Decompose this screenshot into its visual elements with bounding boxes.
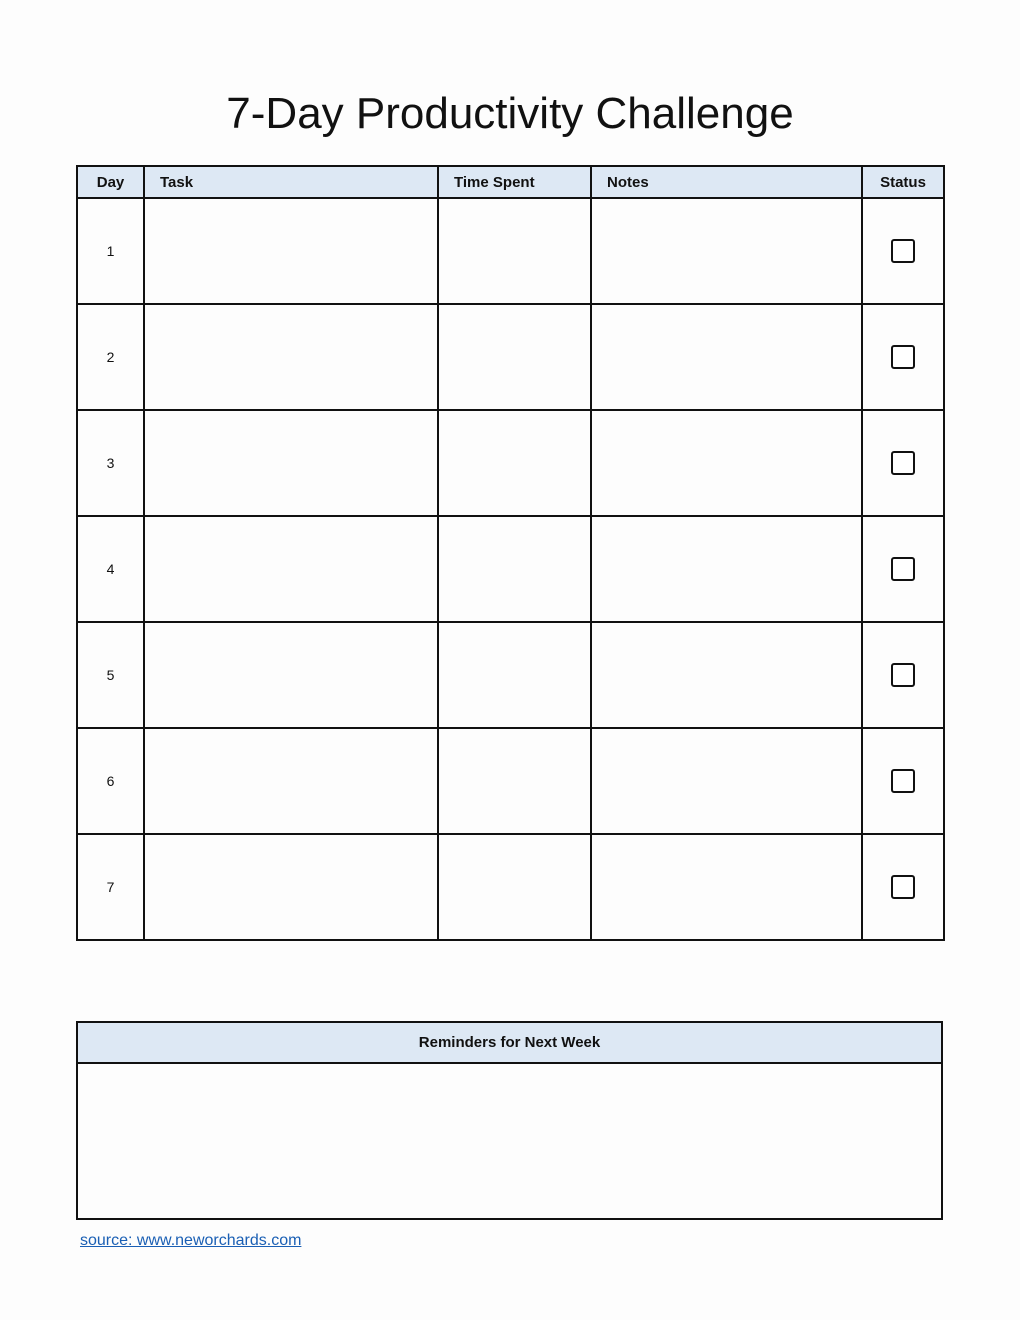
day-number: 6 (77, 728, 144, 834)
reminders-box (76, 1021, 943, 1220)
day-number: 7 (77, 834, 144, 940)
column-header-time-spent: Time Spent (438, 166, 591, 198)
status-checkbox[interactable] (891, 451, 915, 475)
status-cell (862, 728, 944, 834)
notes-cell[interactable] (591, 304, 862, 410)
notes-cell[interactable] (591, 410, 862, 516)
day-number: 5 (77, 622, 144, 728)
column-header-day: Day (77, 166, 144, 198)
status-checkbox[interactable] (891, 557, 915, 581)
task-cell[interactable] (144, 728, 438, 834)
day-number: 3 (77, 410, 144, 516)
table-row (77, 516, 944, 622)
notes-cell[interactable] (591, 516, 862, 622)
notes-cell[interactable] (591, 622, 862, 728)
status-cell (862, 198, 944, 304)
column-header-status: Status (862, 166, 944, 198)
status-cell (862, 304, 944, 410)
task-cell[interactable] (144, 834, 438, 940)
task-cell[interactable] (144, 410, 438, 516)
notes-cell[interactable] (591, 728, 862, 834)
table-row (77, 304, 944, 410)
notes-cell[interactable] (591, 834, 862, 940)
status-checkbox[interactable] (891, 345, 915, 369)
table-row (77, 728, 944, 834)
status-cell (862, 410, 944, 516)
day-number: 2 (77, 304, 144, 410)
day-number: 4 (77, 516, 144, 622)
status-cell (862, 834, 944, 940)
time-spent-cell[interactable] (438, 410, 591, 516)
time-spent-cell[interactable] (438, 304, 591, 410)
reminders-header: Reminders for Next Week (78, 1023, 941, 1064)
task-cell[interactable] (144, 198, 438, 304)
notes-cell[interactable] (591, 198, 862, 304)
status-checkbox[interactable] (891, 769, 915, 793)
time-spent-cell[interactable] (438, 834, 591, 940)
column-header-task: Task (144, 166, 438, 198)
table-row (77, 410, 944, 516)
table-row (77, 622, 944, 728)
challenge-table (76, 165, 945, 941)
status-checkbox[interactable] (891, 663, 915, 687)
status-cell (862, 516, 944, 622)
time-spent-cell[interactable] (438, 728, 591, 834)
task-cell[interactable] (144, 516, 438, 622)
task-cell[interactable] (144, 622, 438, 728)
reminders-area[interactable] (78, 1064, 941, 1218)
table-row (77, 834, 944, 940)
status-cell (862, 622, 944, 728)
source-link[interactable]: source: www.neworchards.com (80, 1232, 302, 1249)
table-row (77, 198, 944, 304)
page-title: 7-Day Productivity Challenge (226, 89, 794, 138)
day-number: 1 (77, 198, 144, 304)
time-spent-cell[interactable] (438, 622, 591, 728)
status-checkbox[interactable] (891, 239, 915, 263)
table-header-row (77, 166, 944, 198)
column-header-notes: Notes (591, 166, 862, 198)
status-checkbox[interactable] (891, 875, 915, 899)
task-cell[interactable] (144, 304, 438, 410)
time-spent-cell[interactable] (438, 516, 591, 622)
time-spent-cell[interactable] (438, 198, 591, 304)
